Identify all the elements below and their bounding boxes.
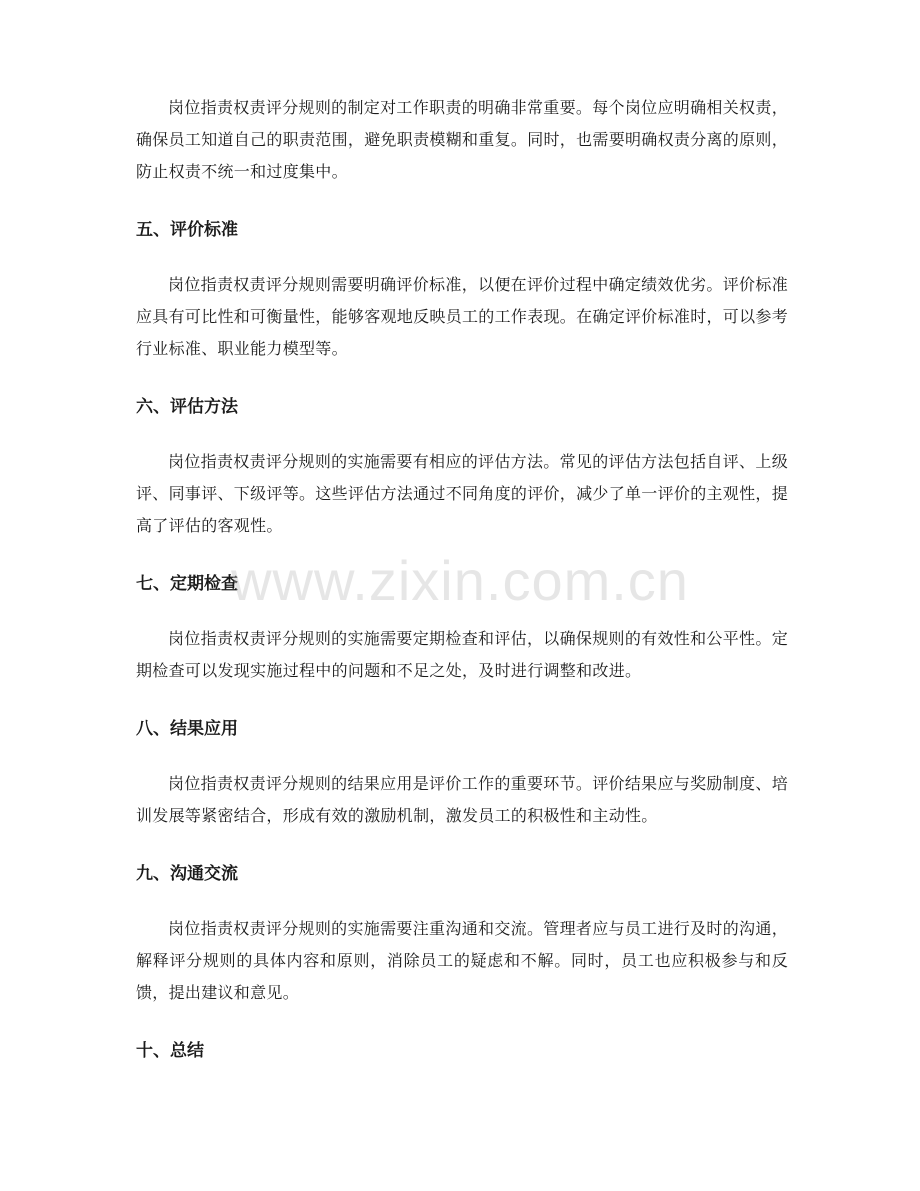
paragraph-communication: 岗位指责权责评分规则的实施需要注重沟通和交流。管理者应与员工进行及时的沟通，解释评分规则的具体内容和原则，消除员工的疑虑和不解。同时，员工也应积极参与和反馈，提出建议和意见。 [136,919,788,1002]
heading-result-application: 八、结果应用 [136,719,238,739]
heading-evaluation-criteria: 五、评价标准 [136,220,238,240]
paragraph-assessment-methods: 岗位指责权责评分规则的实施需要有相应的评估方法。常见的评估方法包括自评、上级评、同事评、下级评等。这些评估方法通过不同角度的评价，减少了单一评价的主观性，提高了评估的客观性。 [136,452,789,535]
heading-summary: 十、总结 [136,1041,204,1061]
document-body [136,92,788,1067]
paragraph-result-application: 岗位指责权责评分规则的结果应用是评价工作的重要环节。评价结果应与奖励制度、培训发展等紧密结合，形成有效的激励机制，激发员工的积极性和主动性。 [136,774,788,825]
heading-assessment-methods: 六、评估方法 [136,397,238,417]
paragraph-evaluation-criteria: 岗位指责权责评分规则需要明确评价标准，以便在评价过程中确定绩效优劣。评价标准应具有可比性和可衡量性，能够客观地反映员工的工作表现。在确定评价标准时，可以参考行业标准、职业能力模型等。 [136,275,789,358]
paragraph-intro: 岗位指责权责评分规则的制定对工作职责的明确非常重要。每个岗位应明确相关权责，确保员工知道自己的职责范围，避免职责模糊和重复。同时，也需要明确权责分离的原则，防止权责不统一和过度集中。 [136,98,789,181]
paragraph-periodic-review: 岗位指责权责评分规则的实施需要定期检查和评估，以确保规则的有效性和公平性。定期检查可以发现实施过程中的问题和不足之处，及时进行调整和改进。 [136,629,788,680]
heading-periodic-review: 七、定期检查 [136,574,238,594]
watermark-text: www.zixin.com.cn [231,549,689,612]
heading-communication: 九、沟通交流 [136,864,238,884]
